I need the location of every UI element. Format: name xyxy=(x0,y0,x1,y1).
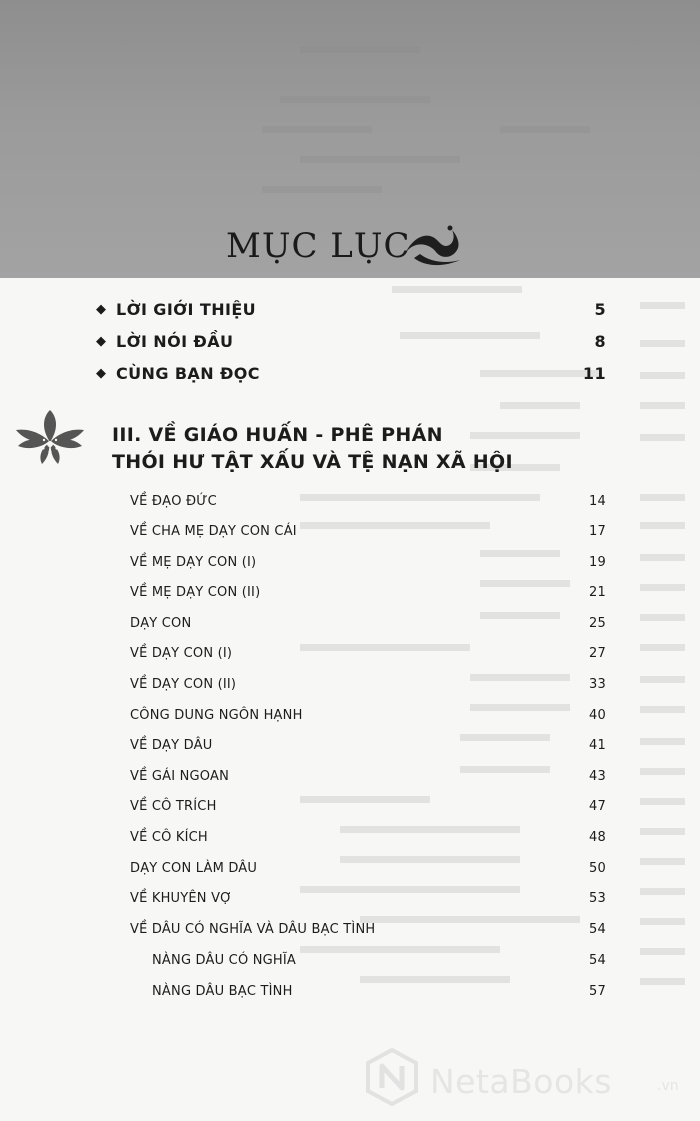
diamond-bullet-icon: ◆ xyxy=(96,334,107,349)
diamond-bullet-icon: ◆ xyxy=(96,302,107,317)
toc-intro-item[interactable] xyxy=(96,300,606,319)
toc-intro-label: CÙNG BẠN ĐỌC xyxy=(116,364,260,383)
toc-intro-item[interactable] xyxy=(96,332,606,351)
toc-entry[interactable] xyxy=(130,708,606,723)
toc-subentry[interactable] xyxy=(152,984,606,999)
toc-intro-label: LỜI GIỚI THIỆU xyxy=(116,300,257,319)
toc-entry-page: 50 xyxy=(589,861,606,876)
toc-entry-label: NÀNG DÂU BẠC TÌNH xyxy=(152,984,293,999)
toc-entry-page: 17 xyxy=(589,524,606,539)
toc-entry-page: 25 xyxy=(589,616,606,631)
toc-entry[interactable] xyxy=(130,830,606,845)
toc-entry-label: VỀ CÔ KÍCH xyxy=(130,830,208,845)
lotus-ornament-icon xyxy=(12,408,88,468)
toc-entry[interactable] xyxy=(130,524,606,539)
toc-entry[interactable] xyxy=(130,585,606,600)
toc-intro-page: 11 xyxy=(582,364,606,383)
toc-entry-label: DẠY CON xyxy=(130,616,192,631)
toc-entry-page: 41 xyxy=(589,738,606,753)
toc-entry-page: 47 xyxy=(589,799,606,814)
toc-entry-label: VỀ CÔ TRÍCH xyxy=(130,799,217,814)
toc-entry-page: 48 xyxy=(589,830,606,845)
toc-entry-label: CÔNG DUNG NGÔN HẠNH xyxy=(130,708,303,723)
toc-intro-item[interactable] xyxy=(96,364,606,383)
toc-entry-label: VỀ MẸ DẠY CON (I) xyxy=(130,555,257,570)
toc-intro-page: 8 xyxy=(594,332,606,351)
toc-entry[interactable] xyxy=(130,555,606,570)
toc-entry-page: 19 xyxy=(589,555,606,570)
toc-entry-label: VỀ DẠY CON (II) xyxy=(130,677,237,692)
toc-entry-label: NÀNG DÂU CÓ NGHĨA xyxy=(152,953,297,968)
toc-entry-label: VỀ ĐẠO ĐỨC xyxy=(130,494,217,509)
toc-intro-page: 5 xyxy=(594,300,606,319)
watermark-suffix: .vn xyxy=(657,1078,679,1094)
toc-entry-label: VỀ GÁI NGOAN xyxy=(130,769,229,784)
toc-entry[interactable] xyxy=(130,646,606,661)
section-heading-line: III. VỀ GIÁO HUẤN - PHÊ PHÁN xyxy=(112,424,443,446)
toc-entry-label: VỀ MẸ DẠY CON (II) xyxy=(130,585,261,600)
toc-entry-page: 57 xyxy=(589,984,606,999)
toc-entry-label: VỀ DẠY CON (I) xyxy=(130,646,233,661)
toc-entry[interactable] xyxy=(130,769,606,784)
toc-entry-page: 21 xyxy=(589,585,606,600)
toc-entry-label: VỀ KHUYÊN VỢ xyxy=(130,891,233,906)
toc-entry[interactable] xyxy=(130,494,606,509)
toc-entry[interactable] xyxy=(130,891,606,906)
toc-entry[interactable] xyxy=(130,922,606,937)
toc-intro-label: LỜI NÓI ĐẦU xyxy=(116,332,234,351)
toc-entry-label: VỀ DẠY DÂU xyxy=(130,738,213,753)
toc-entry-page: 54 xyxy=(589,953,606,968)
toc-subentry[interactable] xyxy=(152,953,606,968)
toc-entry[interactable] xyxy=(130,861,606,876)
toc-entry-page: 33 xyxy=(589,677,606,692)
toc-entry-page: 27 xyxy=(589,646,606,661)
toc-entry-page: 40 xyxy=(589,708,606,723)
toc-entry[interactable] xyxy=(130,677,606,692)
toc-entry-page: 14 xyxy=(589,494,606,509)
page-title: MỤC LỤC xyxy=(226,226,411,266)
section-heading-line: THÓI HƯ TẬT XẤU VÀ TỆ NẠN XÃ HỘI xyxy=(112,451,513,473)
toc-entry[interactable] xyxy=(130,738,606,753)
flourish-ornament-icon xyxy=(402,222,464,270)
toc-entry-label: DẠY CON LÀM DÂU xyxy=(130,861,258,876)
toc-entry-page: 54 xyxy=(589,922,606,937)
section-heading xyxy=(112,422,513,476)
watermark-brand: NetaBooks xyxy=(430,1062,612,1101)
toc-entry-label: VỀ CHA MẸ DẠY CON CÁI xyxy=(130,524,297,539)
toc-entry-label: VỀ DÂU CÓ NGHĨA VÀ DÂU BẠC TÌNH xyxy=(130,922,376,937)
toc-entry-page: 43 xyxy=(589,769,606,784)
toc-entry-page: 53 xyxy=(589,891,606,906)
toc-entry[interactable] xyxy=(130,799,606,814)
diamond-bullet-icon: ◆ xyxy=(96,366,107,381)
toc-entry[interactable] xyxy=(130,616,606,631)
